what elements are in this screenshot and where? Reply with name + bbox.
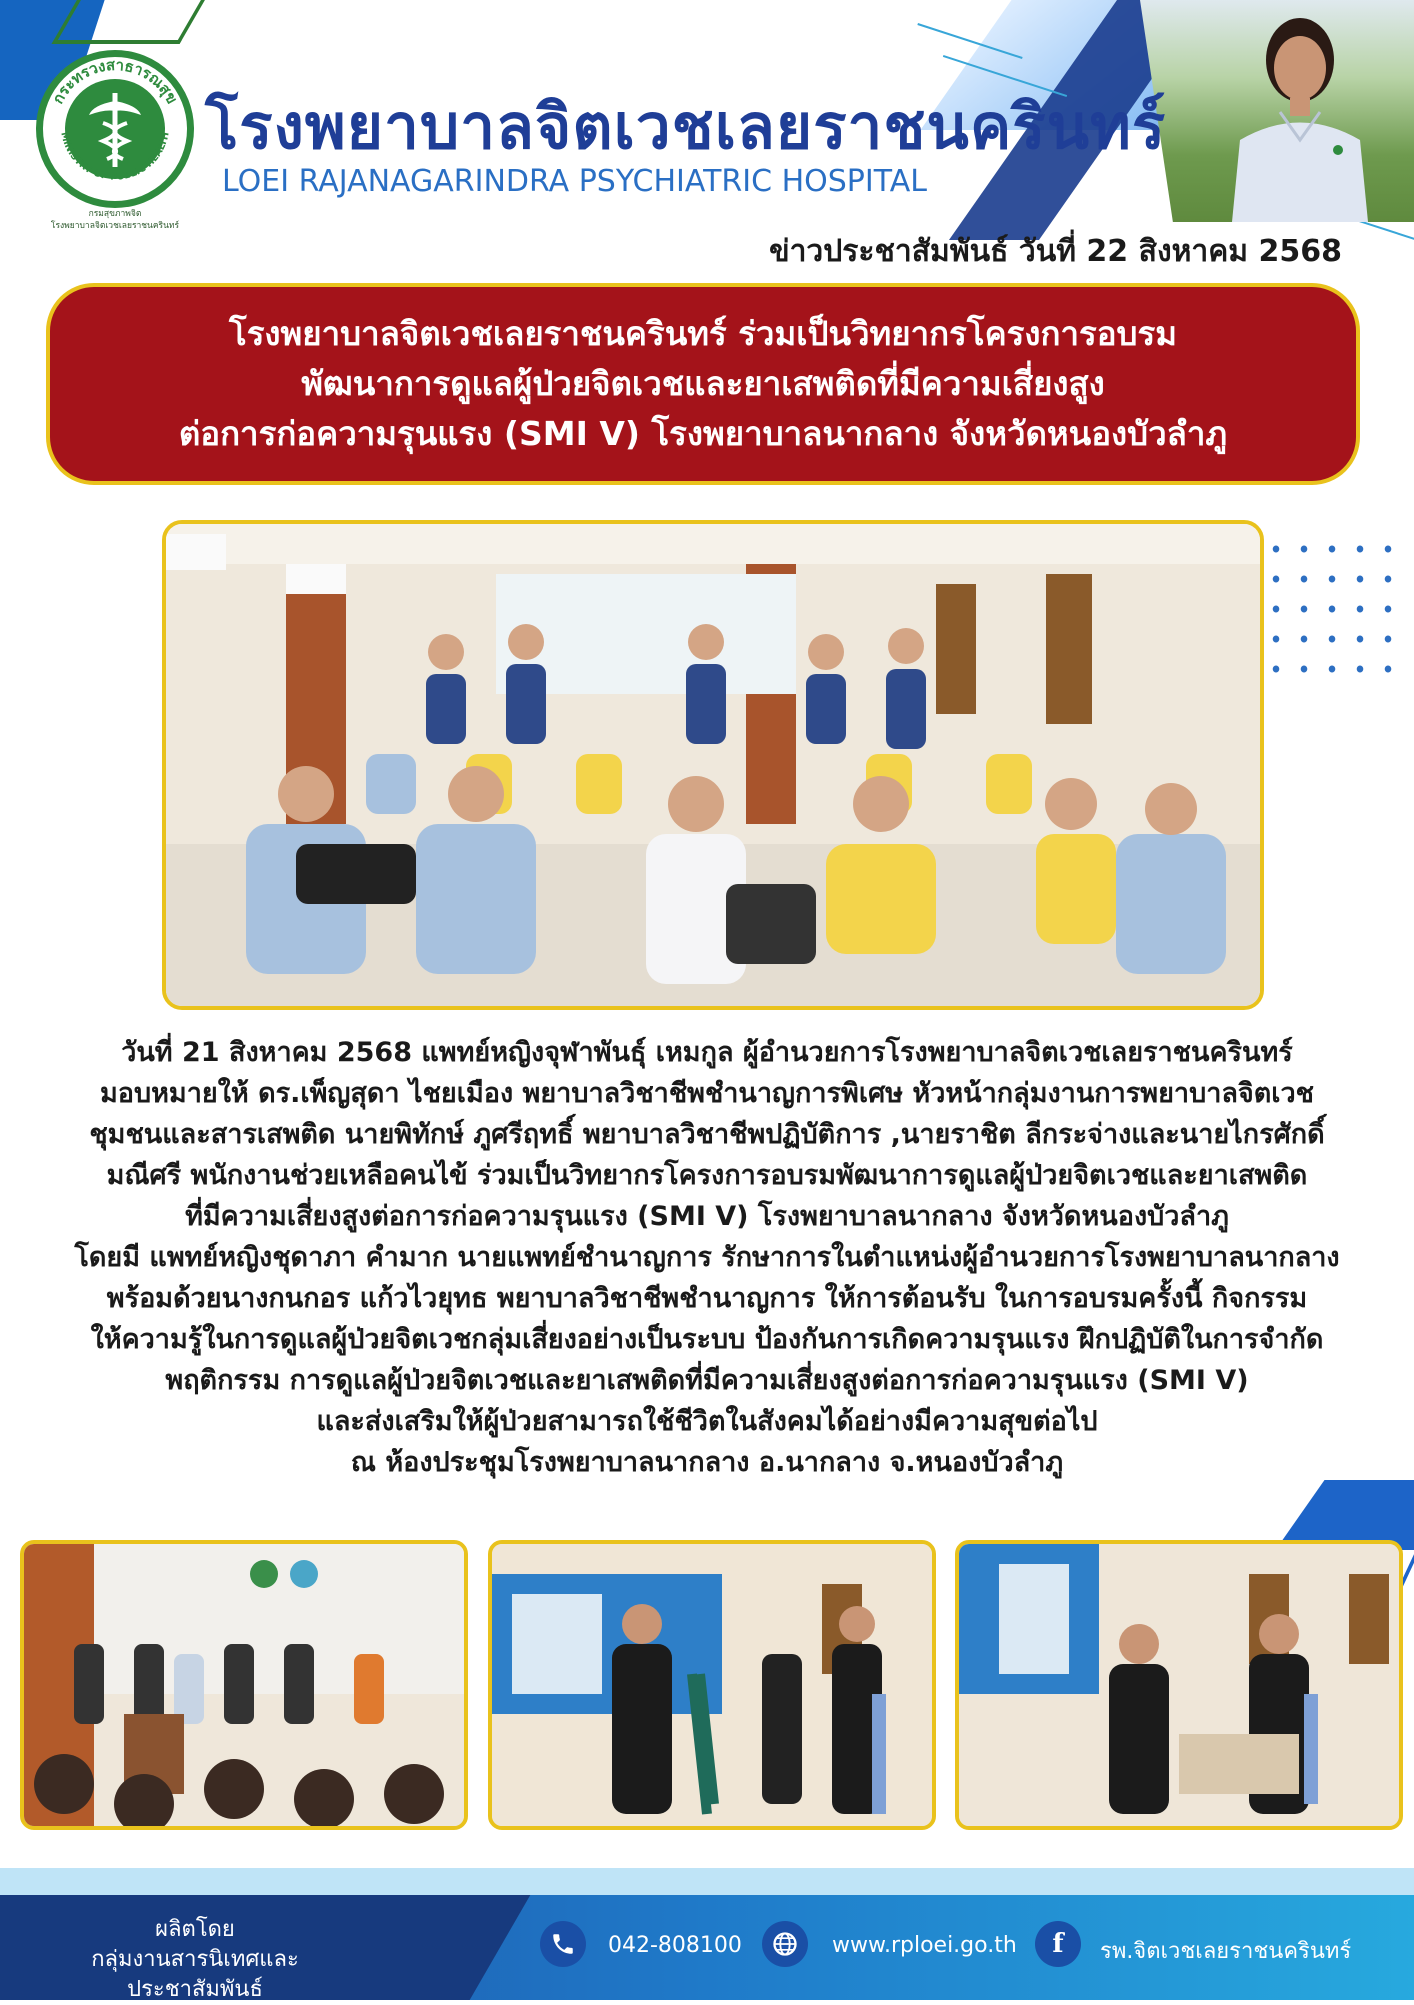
- event-photo-2-illustration: [492, 1544, 932, 1826]
- body-line: พร้อมด้วยนางกนกอร แก้วไวยุทธ พยาบาลวิชาชีพชำนาญการ ให้การต้อนรับ ในการอบรมครั้งนี้ กิจกรรม: [106, 1283, 1308, 1314]
- logo-caption: [36, 208, 194, 232]
- group-photo-illustration: [166, 524, 1260, 1006]
- group-photo: [162, 520, 1264, 1010]
- body-line: พฤติกรรม การดูแลผู้ป่วยจิตเวชและยาเสพติดที่มีความเสี่ยงสูงต่อการก่อความรุนแรง (SMI V): [165, 1365, 1249, 1396]
- facebook-icon: f: [1035, 1921, 1081, 1967]
- director-portrait-illustration: [1140, 0, 1414, 222]
- logo-ring-th: กระทรวงสาธารณสุข: [48, 55, 182, 107]
- producer-label: ผลิตโดย: [155, 1917, 235, 1942]
- body-line: วันที่ 21 สิงหาคม 2568 แพทย์หญิงจุฬาพันธุ์ เหมกูล ผู้อำนวยการโรงพยาบาลจิตเวชเลยราชนครินทร์: [121, 1037, 1293, 1068]
- contact-phone[interactable]: 042-808100: [608, 1933, 742, 1958]
- phone-icon: [540, 1921, 586, 1967]
- ministry-logo: [36, 50, 194, 208]
- director-portrait: [1140, 0, 1414, 222]
- body-line: ณ ห้องประชุมโรงพยาบาลนากลาง อ.นากลาง จ.หนองบัวลำภู: [350, 1447, 1064, 1478]
- event-photo-1-illustration: [24, 1544, 464, 1826]
- logo-caption-line2: โรงพยาบาลจิตเวชเลยราชนครินทร์: [50, 221, 180, 231]
- phone-icon-glyph: [550, 1931, 576, 1957]
- body-line: และส่งเสริมให้ผู้ป่วยสามารถใช้ชีวิตในสังคมได้อย่างมีความสุขต่อไป: [316, 1406, 1098, 1437]
- article-body: [20, 1032, 1394, 1483]
- press-release-date: ข่าวประชาสัมพันธ์ วันที่ 22 สิงหาคม 2568: [769, 234, 1342, 269]
- decorative-dot-grid: [1262, 534, 1402, 694]
- event-photo-3-illustration: [959, 1544, 1399, 1826]
- header-decoration-green-line: [52, 0, 217, 44]
- globe-icon: [762, 1921, 808, 1967]
- body-line: โดยมี แพทย์หญิงชุดาภา คำมาก นายแพทย์ชำนาญการ รักษาการในตำแหน่งผู้อำนวยการโรงพยาบาลนากลาง: [74, 1242, 1340, 1273]
- producer-name: กลุ่มงานสารนิเทศและประชาสัมพันธ์: [91, 1947, 299, 2002]
- body-line: ที่มีความเสี่ยงสูงต่อการก่อความรุนแรง (SMI V) โรงพยาบาลนากลาง จังหวัดหนองบัวลำภู: [185, 1201, 1229, 1232]
- body-line: มณีศรี พนักงานช่วยเหลือคนไข้ ร่วมเป็นวิทยากรโครงการอบรมพัฒนาการดูแลผู้ป่วยจิตเวชและยาเสพติด: [106, 1160, 1308, 1191]
- contact-website[interactable]: www.rploei.go.th: [832, 1933, 1017, 1958]
- event-photo-2: [488, 1540, 936, 1830]
- svg-text:กระทรวงสาธารณสุข: [49, 56, 182, 107]
- headline-text: โรงพยาบาลจิตเวชเลยราชนครินทร์ ร่วมเป็นวิทยากรโครงการอบรม พัฒนาการดูแลผู้ป่วยจิตเวชและยาเสพติดที่มีความเสี่ยงสูง ต่อการก่อความรุนแรง (SMI V) โรงพยาบาลนากลาง จังหวัดหนองบัวลำภู: [178, 314, 1228, 453]
- body-line: มอบหมายให้ ดร.เพ็ญสุดา ไชยเมือง พยาบาลวิชาชีพชำนาญการพิเศษ หัวหน้ากลุ่มงานการพยาบาลจิตเวช: [99, 1078, 1314, 1109]
- svg-text:MINISTRY OF PUBLIC HEALTH: [58, 131, 171, 183]
- hospital-name-english: LOEI RAJANAGARINDRA PSYCHIATRIC HOSPITAL: [222, 164, 927, 199]
- headline-banner: [46, 283, 1360, 485]
- body-line: ชุมชนและสารเสพติด นายพิทักษ์ ภูศรีฤทธิ์ พยาบาลวิชาชีพปฏิบัติการ ,นายราชิต ลีกระจ่างและนายไกรศักดิ์: [89, 1119, 1325, 1150]
- event-photo-3: [955, 1540, 1403, 1830]
- globe-icon-glyph: [771, 1930, 799, 1958]
- body-line: ให้ความรู้ในการดูแลผู้ป่วยจิตเวชกลุ่มเสี่ยงอย่างเป็นระบบ ป้องกันการเกิดความรุนแรง ฝึกปฏิบัติในการจำกัด: [90, 1324, 1324, 1355]
- logo-ring-text: [36, 50, 194, 208]
- logo-caption-line1: กรมสุขภาพจิต: [88, 209, 142, 219]
- logo-ring-en: MINISTRY OF PUBLIC HEALTH: [58, 130, 172, 183]
- event-photo-1: [20, 1540, 468, 1830]
- contact-facebook[interactable]: รพ.จิตเวชเลยราชนครินทร์: [1100, 1939, 1352, 1964]
- footer-producer: [30, 1915, 360, 2005]
- hospital-name-thai: โรงพยาบาลจิตเวชเลยราชนครินทร์: [205, 90, 1167, 163]
